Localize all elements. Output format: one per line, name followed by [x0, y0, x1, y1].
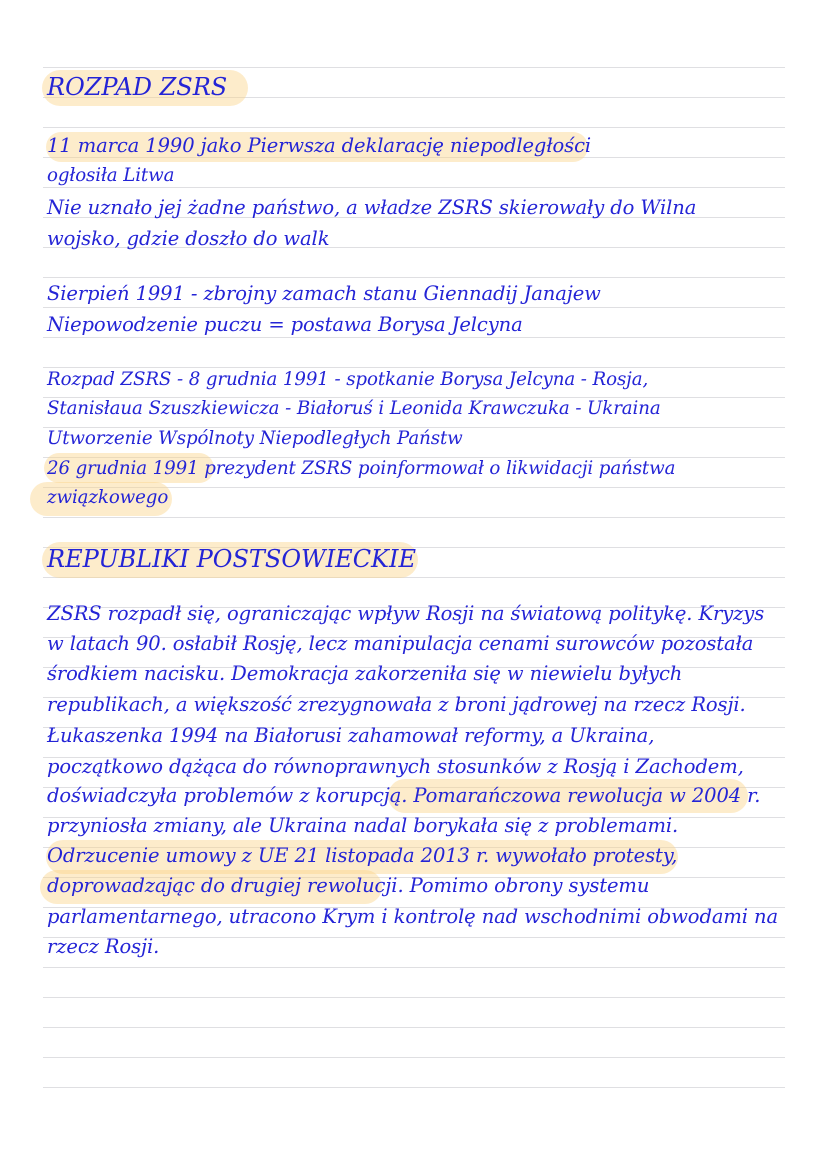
text-line: ogłosiła Litwa: [47, 165, 175, 186]
text-line: w latach 90. osłabił Rosję, lecz manipulacja cenami surowców pozostała: [47, 632, 754, 655]
page-margin-bottom: [0, 1104, 828, 1171]
text-line: związkowego: [47, 487, 169, 508]
page-margin-right: [785, 0, 828, 1171]
text-line: parlamentarnego, utracono Krym i kontrolę nad wschodnimi obwodami na: [47, 905, 778, 928]
text-line: ZSRS rozpadł się, ograniczając wpływ Rosji na światową politykę. Kryzys: [47, 602, 765, 625]
text-line: Nie uznało jej żadne państwo, a władze ZSRS skierowały do Wilna: [47, 196, 697, 219]
text-line: Niepowodzenie puczu = postawa Borysa Jelcyna: [47, 313, 523, 336]
section-heading-rozpad: ROZPAD ZSRS: [47, 73, 228, 101]
text-line: przyniosła zmiany, ale Ukraina nadal borykała się z problemami.: [47, 814, 679, 837]
text-line: początkowo dążąca do równoprawnych stosunków z Rosją i Zachodem,: [47, 755, 744, 778]
text-line: wojsko, gdzie doszło do walk: [47, 227, 330, 250]
text-line: Utworzenie Wspólnoty Niepodległych Państw: [47, 428, 463, 449]
text-line: 11 marca 1990 jako Pierwsza deklarację niepodległości: [47, 134, 592, 157]
text-line: 26 grudnia 1991 prezydent ZSRS poinformował o likwidacji państwa: [47, 458, 676, 479]
text-line: środkiem nacisku. Demokracja zakorzeniła się w niewielu byłych: [47, 662, 683, 685]
section-heading-republiki: REPUBLIKI POSTSOWIECKIE: [47, 545, 416, 573]
text-line: rzecz Rosji.: [47, 935, 160, 958]
text-line: Rozpad ZSRS - 8 grudnia 1991 - spotkanie Borysa Jelcyna - Rosja,: [47, 369, 649, 390]
text-line: Odrzucenie umowy z UE 21 listopada 2013 r. wywołało protesty,: [47, 844, 678, 867]
text-line: doświadczyła problemów z korupcją. Pomarańczowa rewolucja w 2004 r.: [47, 784, 761, 807]
text-line: republikach, a większość zrezygnowała z broni jądrowej na rzecz Rosji.: [47, 693, 746, 716]
text-line: doprowadzając do drugiej rewolucji. Pomimo obrony systemu: [47, 874, 650, 897]
page-margin-top: [0, 0, 828, 66]
text-line: Stanisłaua Szuszkiewicza - Białoruś i Leonida Krawczuka - Ukraina: [47, 398, 661, 419]
text-line: Sierpień 1991 - zbrojny zamach stanu Giennadij Janajew: [47, 282, 601, 305]
page-margin-left: [0, 0, 43, 1171]
text-line: Łukaszenka 1994 na Białorusi zahamował reformy, a Ukraina,: [47, 724, 655, 747]
